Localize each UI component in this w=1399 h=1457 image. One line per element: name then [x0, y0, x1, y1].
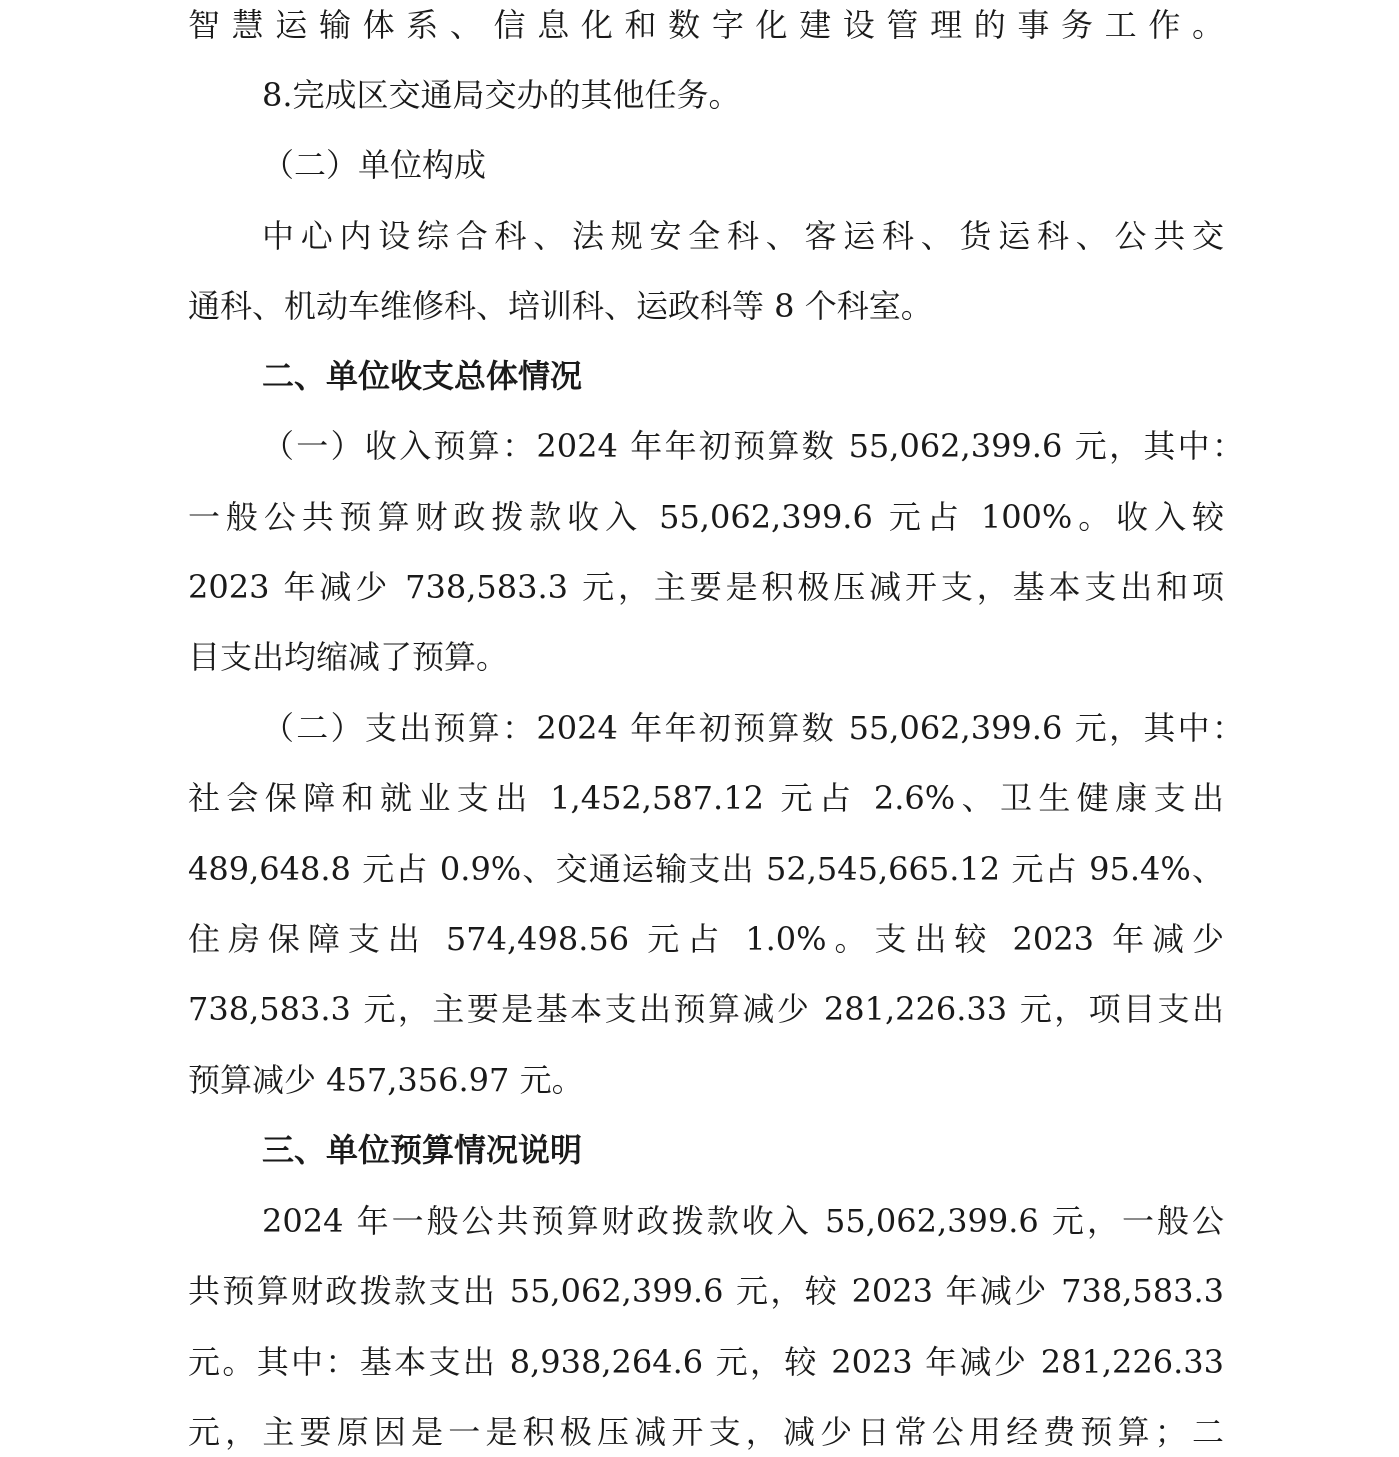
paragraph-line: 8.完成区交通局交办的其他任务。 [262, 76, 741, 114]
paragraph-line: 中心内设综合科、法规安全科、客运科、货运科、公共交 [262, 217, 1224, 255]
paragraph-line: 2023 年减少 738,583.3 元，主要是积极压减开支，基本支出和项 [188, 568, 1224, 606]
paragraph-line: 智慧运输体系、信息化和数字化建设管理的事务工作。 [188, 6, 1224, 44]
paragraph-line: （二）支出预算：2024 年年初预算数 55,062,399.6 元，其中： [262, 709, 1244, 747]
paragraph-line: 共预算财政拨款支出 55,062,399.6 元，较 2023 年减少 738,583.3 [188, 1272, 1224, 1310]
paragraph-line: 738,583.3 元，主要是基本支出预算减少 281,226.33 元，项目支出 [188, 990, 1224, 1028]
paragraph-line: 元。其中：基本支出 8,938,264.6 元，较 2023 年减少 281,226.33 [188, 1343, 1224, 1381]
paragraph-line: 社会保障和就业支出 1,452,587.12 元占 2.6%、卫生健康支出 [188, 779, 1224, 817]
paragraph-line: 目支出均缩减了预算。 [188, 638, 509, 676]
section-subheading: （二）单位构成 [262, 146, 487, 184]
section-heading: 二、单位收支总体情况 [262, 357, 583, 395]
paragraph-line: 2024 年一般公共预算财政拨款收入 55,062,399.6 元，一般公 [262, 1202, 1224, 1240]
paragraph-line: 预算减少 457,356.97 元。 [188, 1061, 584, 1099]
paragraph-line: 元，主要原因是一是积极压减开支，减少日常公用经费预算；二 [188, 1413, 1224, 1451]
paragraph-line: 住房保障支出 574,498.56 元占 1.0%。支出较 2023 年减少 [188, 920, 1224, 958]
paragraph-line: 通科、机动车维修科、培训科、运政科等 8 个科室。 [188, 287, 933, 325]
paragraph-line: （一）收入预算：2024 年年初预算数 55,062,399.6 元，其中： [262, 427, 1244, 465]
paragraph-line: 489,648.8 元占 0.9%、交通运输支出 52,545,665.12 元占 95.4%、 [188, 850, 1224, 888]
paragraph-line: 一般公共预算财政拨款收入 55,062,399.6 元占 100%。收入较 [188, 498, 1224, 536]
section-heading: 三、单位预算情况说明 [262, 1131, 583, 1169]
